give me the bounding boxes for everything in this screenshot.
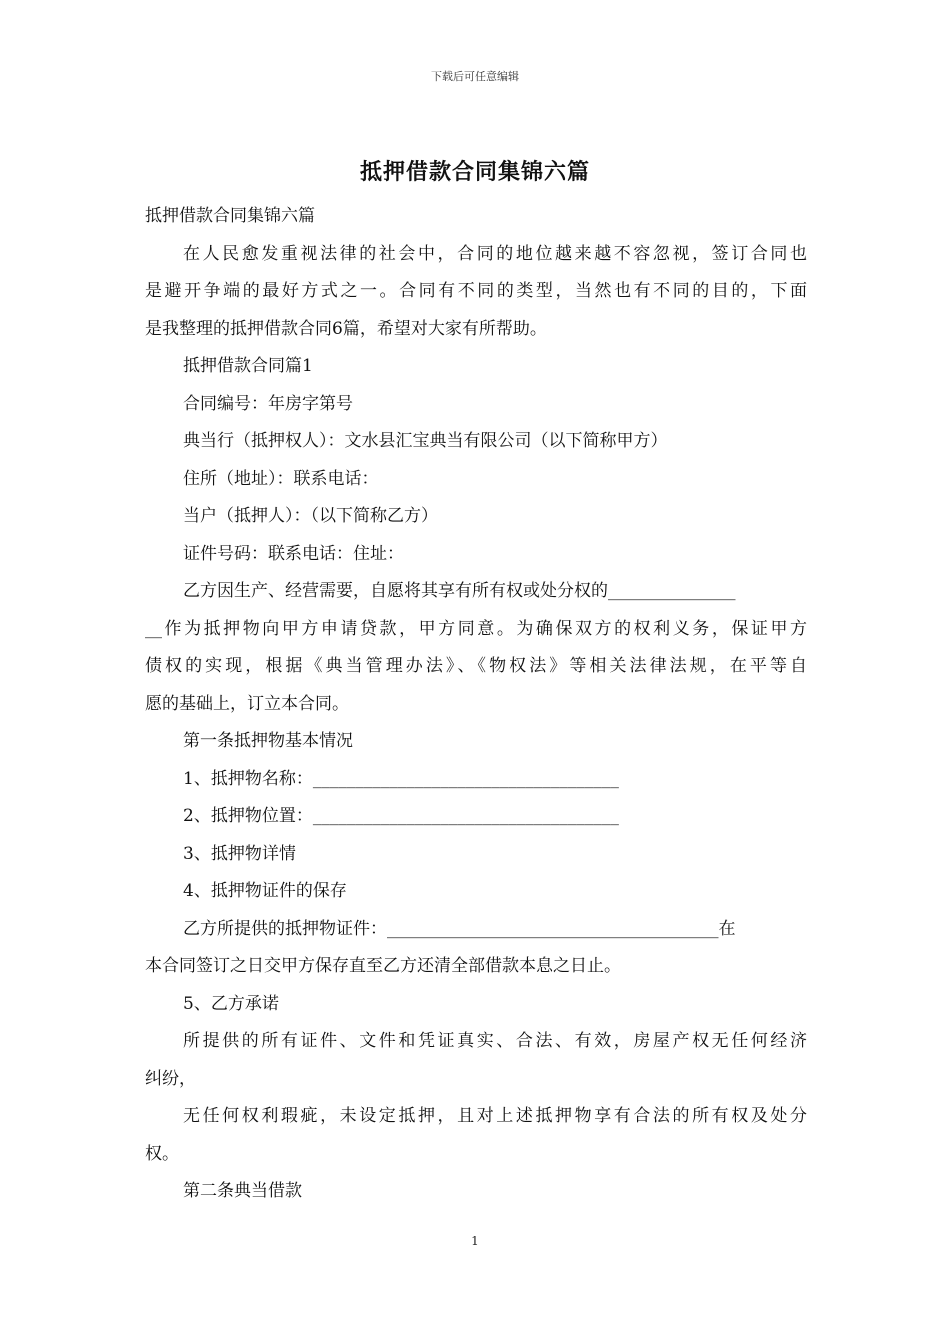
paragraph-line: 抵押借款合同集锦六篇 bbox=[145, 206, 315, 226]
paragraph-line: 证件号码：联系电话：住址： bbox=[183, 543, 404, 564]
page-header: 下载后可任意编辑 bbox=[431, 70, 519, 83]
document-title: 抵押借款合同集锦六篇 bbox=[359, 160, 590, 185]
paragraph-line: 权。 bbox=[145, 1143, 179, 1164]
paragraph-line: 抵押借款合同篇1 bbox=[183, 356, 313, 376]
paragraph-line: 纠纷， bbox=[145, 1068, 196, 1089]
paragraph-line: 所提供的所有证件、文件和凭证真实、合法、有效，房屋产权无任何经济 bbox=[183, 1031, 807, 1051]
paragraph-line: 乙方所提供的抵押物证件：_______________________________________在 bbox=[183, 918, 736, 939]
paragraph-line: 愿的基础上，订立本合同。 bbox=[145, 693, 349, 714]
page-number: 1 bbox=[471, 1234, 479, 1248]
paragraph-line: 债权的实现，根据《典当管理办法》、《物权法》等相关法律法规，在平等自 bbox=[145, 656, 807, 676]
paragraph-line: 5、乙方承诺 bbox=[183, 993, 279, 1014]
document-body bbox=[145, 198, 807, 1211]
paragraph-line: 无任何权利瑕疵，未设定抵押，且对上述抵押物享有合法的所有权及处分 bbox=[183, 1106, 807, 1126]
paragraph-line: 乙方因生产、经营需要，自愿将其享有所有权或处分权的_______________ bbox=[183, 581, 736, 601]
paragraph-line: 1、抵押物名称：____________________________________ bbox=[183, 768, 619, 789]
paragraph-line: 第一条抵押物基本情况 bbox=[183, 731, 353, 751]
paragraph-line: __作为抵押物向甲方申请贷款，甲方同意。为确保双方的权利义务，保证甲方 bbox=[145, 618, 807, 639]
paragraph-line: 是避开争端的最好方式之一。合同有不同的类型，当然也有不同的目的，下面 bbox=[145, 281, 807, 301]
paragraph-line: 3、抵押物详情 bbox=[183, 843, 296, 864]
paragraph-line: 第二条典当借款 bbox=[183, 1181, 302, 1201]
paragraph-line: 2、抵押物位置：____________________________________ bbox=[183, 806, 619, 826]
paragraph-line: 是我整理的抵押借款合同6篇，希望对大家有所帮助。 bbox=[145, 318, 547, 339]
paragraph-line: 4、抵押物证件的保存 bbox=[183, 881, 347, 901]
paragraph-line: 典当行（抵押权人）：文水县汇宝典当有限公司（以下简称甲方） bbox=[183, 431, 668, 451]
paragraph-line: 在人民愈发重视法律的社会中，合同的地位越来越不容忽视，签订合同也 bbox=[183, 243, 807, 264]
paragraph-line: 本合同签订之日交甲方保存直至乙方还清全部借款本息之日止。 bbox=[145, 956, 621, 976]
paragraph-line: 合同编号：年房字第号 bbox=[183, 393, 353, 414]
paragraph-line: 当户（抵押人）：（以下简称乙方） bbox=[183, 506, 438, 526]
paragraph-line: 住所（地址）：联系电话： bbox=[183, 468, 379, 489]
